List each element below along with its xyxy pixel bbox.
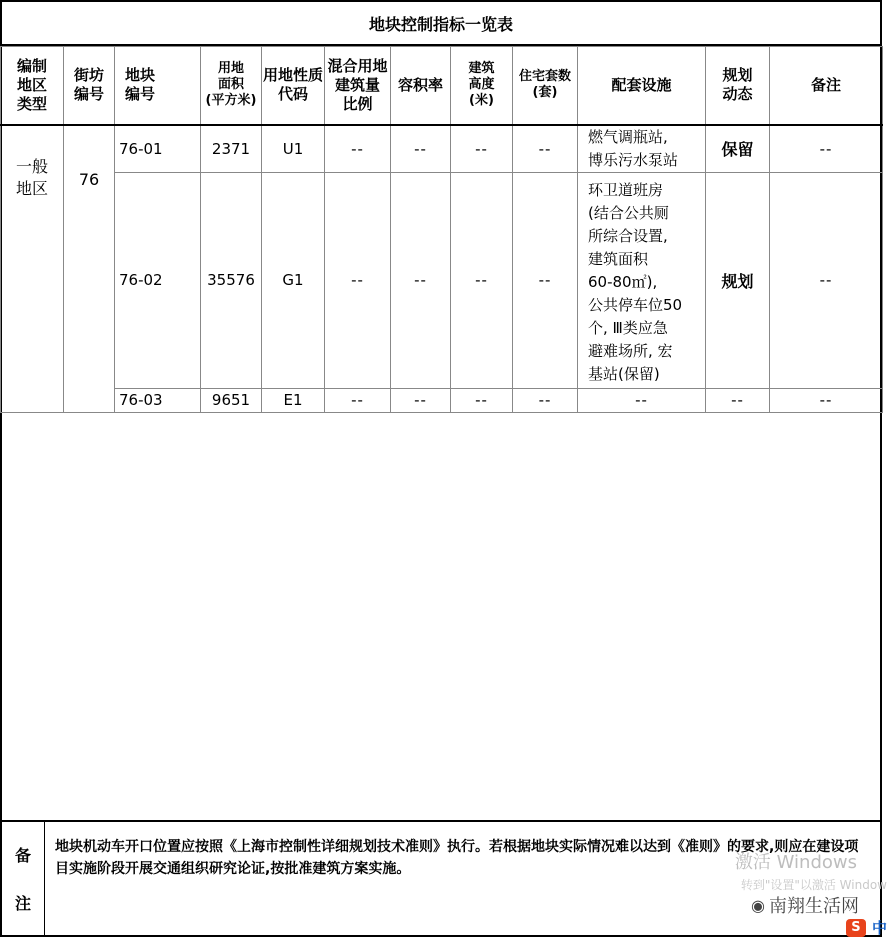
remarks-cell: --: [770, 388, 883, 412]
ime-tray[interactable]: [846, 916, 887, 939]
status-cell: --: [706, 388, 770, 412]
header-status: 规划 动态: [706, 47, 770, 125]
header-parcel-no: 地块 编号: [115, 47, 201, 125]
header-mixed-ratio: 混合用地 建筑量 比例: [325, 47, 391, 125]
parcel-cell: 76-01: [115, 125, 201, 173]
table-title: 地块控制指标一览表: [0, 2, 882, 46]
brand-watermark: ◉ 南翔生活网: [751, 895, 859, 917]
status-cell: 规划: [706, 172, 770, 388]
far-cell: --: [391, 125, 451, 173]
housing-cell: --: [513, 125, 578, 173]
land-use-cell: G1: [262, 172, 325, 388]
control-index-table: [0, 46, 883, 413]
header-facilities: 配套设施: [578, 47, 706, 125]
remarks-cell: --: [770, 125, 883, 173]
table-row: [1, 125, 883, 173]
note-label: 备 注: [2, 822, 45, 935]
area-cell: 9651: [201, 388, 262, 412]
housing-cell: --: [513, 172, 578, 388]
header-zone-type: 编制 地区 类型: [1, 47, 64, 125]
parcel-cell: 76-03: [115, 388, 201, 412]
mixed-cell: --: [325, 125, 391, 173]
area-cell: 2371: [201, 125, 262, 173]
ime-language-indicator[interactable]: 中: [871, 919, 887, 937]
table-row: [1, 172, 883, 388]
facilities-cell: --: [578, 388, 706, 412]
status-cell: 保留: [706, 125, 770, 173]
activate-windows-hint: 转到"设置"以激活 Window: [740, 878, 887, 892]
height-cell: --: [451, 388, 513, 412]
header-block-no: 街坊 编号: [64, 47, 115, 125]
header-row: [1, 47, 883, 125]
height-cell: --: [451, 125, 513, 173]
area-cell: 35576: [201, 172, 262, 388]
zone-type-cell: 一般 地区: [1, 125, 64, 413]
far-cell: --: [391, 388, 451, 412]
far-cell: --: [391, 172, 451, 388]
activate-windows-watermark: 激活 Windows: [734, 852, 857, 873]
height-cell: --: [451, 172, 513, 388]
block-no-cell: 76: [64, 125, 115, 413]
parcel-cell: 76-02: [115, 172, 201, 388]
header-height: 建筑 高度 (米): [451, 47, 513, 125]
sogou-ime-icon[interactable]: S: [846, 919, 866, 937]
land-use-cell: U1: [262, 125, 325, 173]
header-housing: 住宅套数 (套): [513, 47, 578, 125]
header-remarks: 备注: [770, 47, 883, 125]
header-far: 容积率: [391, 47, 451, 125]
header-area: 用地 面积 (平方米): [201, 47, 262, 125]
facilities-cell: 环卫道班房 (结合公共厕 所综合设置, 建筑面积 60-80㎡), 公共停车位50 个, Ⅲ类应急 避难场所, 宏 基站(保留): [578, 172, 706, 388]
mixed-cell: --: [325, 172, 391, 388]
table-row: [1, 388, 883, 412]
facilities-cell: 燃气调瓶站, 博乐污水泵站: [578, 125, 706, 173]
housing-cell: --: [513, 388, 578, 412]
header-land-use: 用地性质 代码: [262, 47, 325, 125]
wechat-icon: ◉: [751, 895, 765, 915]
remarks-cell: --: [770, 172, 883, 388]
note-text: 地块机动车开口位置应按照《上海市控制性详细规划技术准则》执行。若根据地块实际情况难以达到《准则》的要求,则应在建设项目实施阶段开展交通组织研究论证,按批准建筑方案实施。: [55, 839, 859, 877]
land-use-cell: E1: [262, 388, 325, 412]
mixed-cell: --: [325, 388, 391, 412]
